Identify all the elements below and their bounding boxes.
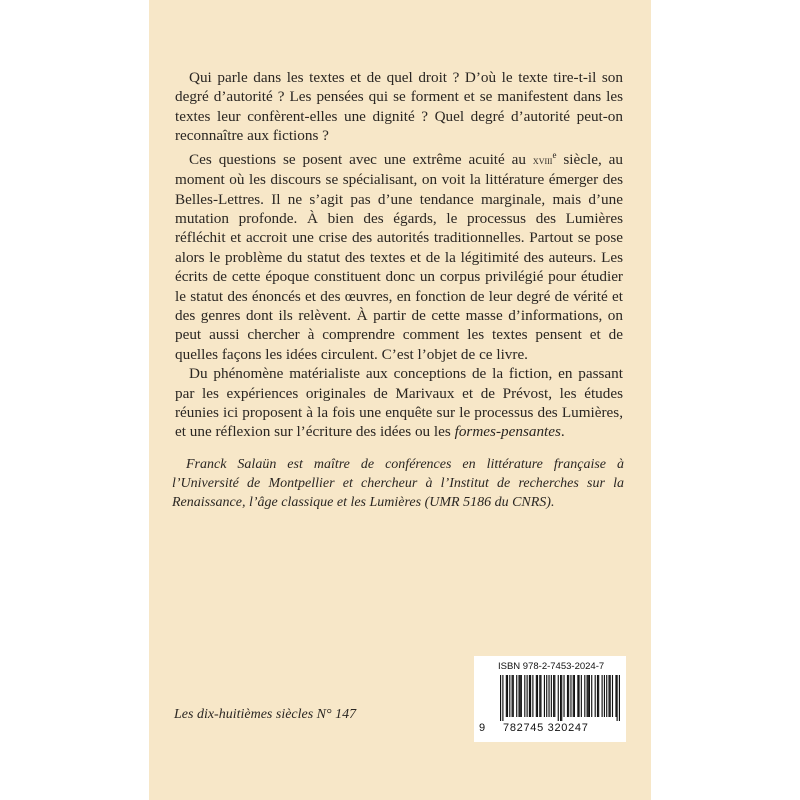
barcode-bar <box>598 675 599 717</box>
barcode-bar <box>610 675 611 717</box>
barcode-bar <box>588 675 589 717</box>
barcode-bar <box>577 675 578 717</box>
barcode-bar <box>527 675 528 717</box>
barcode-bar <box>591 675 592 717</box>
barcode-bar <box>516 675 517 717</box>
barcode-bar <box>570 675 571 717</box>
barcode-bar <box>536 675 537 717</box>
blurb-text <box>175 68 623 442</box>
blurb-paragraph-3 <box>175 364 623 442</box>
barcode-bar <box>537 675 538 717</box>
barcode-bar <box>589 675 590 717</box>
barcode-bar <box>587 675 588 717</box>
author-bio <box>172 456 624 512</box>
barcode-bar <box>619 675 620 721</box>
blurb-text-run: . <box>560 423 565 441</box>
barcode-bar <box>606 675 607 717</box>
author-bio-text: Franck Salaün est maître de conférences en littérature française à l’Université de Montpellier et chercheur à l’Institut de recherches sur la Renaissance, l’âge classique et les Lumières (UMR 5186 du CNRS). <box>172 457 624 510</box>
barcode-bar <box>540 675 541 717</box>
blurb-text-run: Ces questions se posent avec une extrême acuité au <box>189 150 533 168</box>
barcode-bar <box>544 675 545 717</box>
barcode-bar <box>568 675 569 717</box>
barcode-bar <box>518 675 519 717</box>
century-superscript: e <box>552 149 557 160</box>
italic-term: formes-pensantes <box>454 423 561 441</box>
barcode-bar <box>512 675 513 717</box>
barcode-icon <box>500 675 620 721</box>
barcode-bar <box>507 675 508 717</box>
century-numeral: xviii <box>532 152 553 167</box>
barcode-bar <box>604 675 605 717</box>
blurb-paragraph-2 <box>175 146 623 365</box>
barcode-bar <box>524 675 525 717</box>
series-title: Les dix-huitièmes siècles N° 147 <box>174 707 357 722</box>
barcode-bar <box>530 675 531 717</box>
barcode-bar <box>506 675 507 717</box>
barcode-bar <box>500 675 501 721</box>
barcode-bar <box>529 675 530 717</box>
barcode-bar <box>502 675 503 721</box>
blurb-text-run: siècle, au moment où les discours se spécialisant, on voit la littérature émerger des Belles-Lettres. Il ne s’agit pas d’une tendance marginale, mais d’une mutation profonde. À bien des égards, le processus des Lumières réfléchit et accroit une crise des autorités traditionnelles. Partout se pose alors le problème du statut des textes et de la légitimité des auteurs. Les écrits de cette époque constituent donc un corpus privilégié pour étudier le statut des énoncés et des œuvres, en fonction de leur degré de vérité et des genres dont ils relèvent. À partir de cette masse d’informations, on peut aussi chercher à comprendre comment les textes pensent et de quelles façons les idées circulent. C’est l’objet de ce livre. <box>175 150 623 363</box>
barcode-bar <box>546 675 547 717</box>
barcode-bar <box>573 675 574 717</box>
barcode-bar <box>509 675 510 717</box>
barcode-bar <box>553 675 554 717</box>
barcode-bar <box>612 675 613 717</box>
barcode-bar <box>567 675 568 717</box>
barcode-bar <box>539 675 540 717</box>
barcode-bar <box>608 675 609 717</box>
barcode-bar <box>548 675 549 717</box>
barcode-bar <box>617 675 618 721</box>
barcode-bar <box>581 675 582 717</box>
blurb-paragraph-1: Qui parle dans les textes et de quel droit ? D’où le texte tire-t-il son degré d’autorité ? Les pensées qui se forment et se manifestent dans les textes leur confèrent-elles une dignité ? Quel degré d’autorité peut-on reconnaître aux fictions ? <box>175 69 623 145</box>
barcode-bar <box>554 675 555 717</box>
blurb-text-run: Du phénomène matérialiste aux conceptions de la fiction, en passant par les expériences originales de Marivaux et de Prévost, les études réunies ici proposent à la fois une enquête sur le processus des Lumières, et une réflexion sur l’écriture des idées ou les <box>175 365 623 441</box>
barcode-first-digit: 9 <box>479 722 486 734</box>
barcode-bar <box>532 675 533 717</box>
barcode-bar <box>584 675 585 717</box>
barcode-bar <box>520 675 521 717</box>
barcode-bar <box>561 675 562 721</box>
barcode-bar <box>560 675 561 721</box>
barcode-bar <box>595 675 596 717</box>
barcode-bar <box>615 675 616 717</box>
barcode-bar <box>521 675 522 717</box>
barcode-bar <box>578 675 579 717</box>
barcode-bar <box>513 675 514 717</box>
isbn-label: ISBN 978-2-7453-2024-7 <box>498 661 605 672</box>
barcode-bar <box>558 675 559 721</box>
barcode-bar <box>602 675 603 717</box>
barcode-digits: 782745 320247 <box>503 722 589 734</box>
barcode-bar <box>551 675 552 717</box>
barcode-bar <box>574 675 575 717</box>
barcode-bar <box>563 675 564 717</box>
barcode-bar <box>597 675 598 717</box>
